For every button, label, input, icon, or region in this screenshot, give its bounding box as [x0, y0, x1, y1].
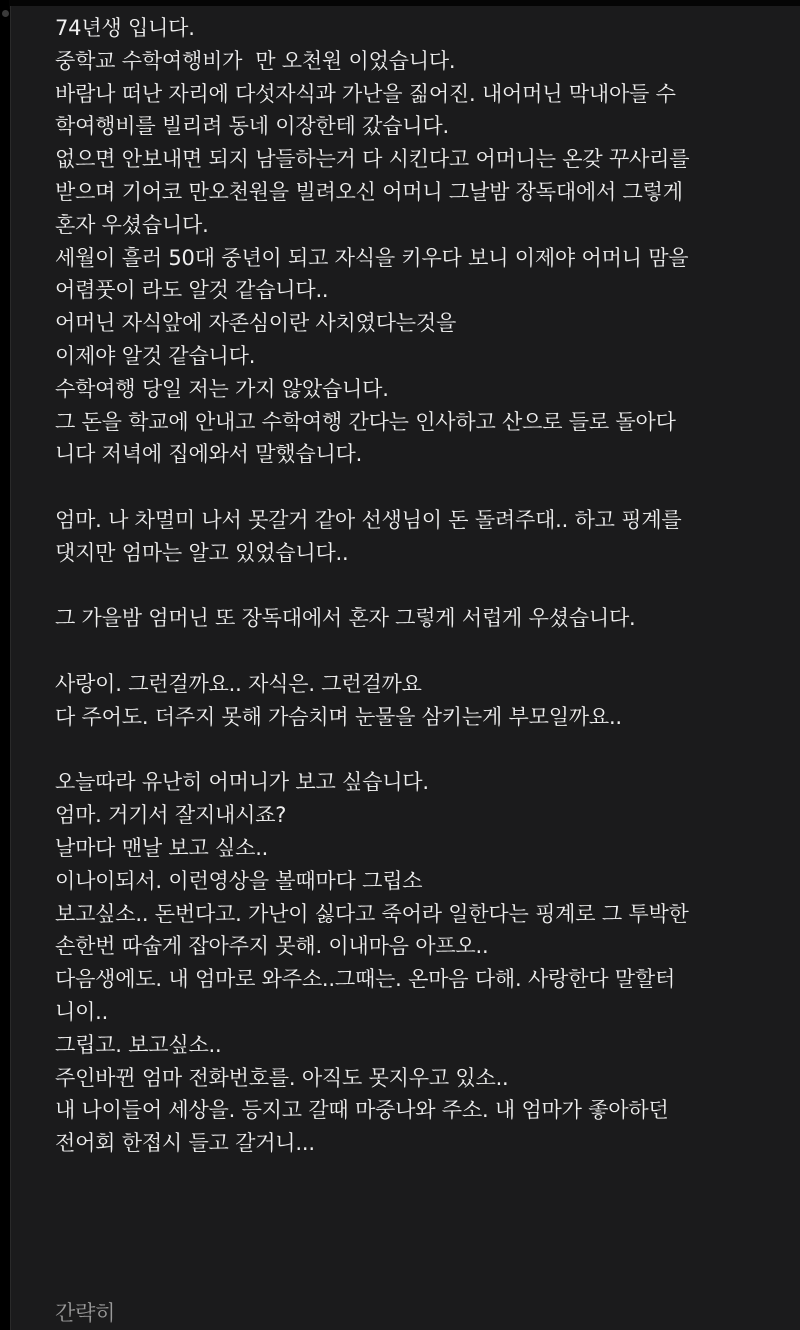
comment-line: 없으면 안보내면 되지 남들하는거 다 시킨다고 어머니는 온갖 꾸사리를 [55, 147, 690, 172]
comment-line: 전어회 한접시 들고 갈거니... [55, 1131, 315, 1156]
comment-line: 사랑이. 그런걸까요.. 자식은. 그런걸까요 [55, 671, 422, 696]
comment-line: 이나이되서. 이런영상을 볼때마다 그립소 [55, 868, 423, 893]
comment-line: 니이.. [55, 999, 109, 1024]
comment-line: 엄마. 나 차멀미 나서 못갈거 같아 선생님이 돈 돌려주대.. 하고 핑계를 [55, 507, 682, 532]
comment-line: 날마다 맨날 보고 싶소.. [55, 835, 269, 860]
comment-line: 다 주어도. 더주지 못해 가슴치며 눈물을 삼키는게 부모일까요.. [55, 704, 622, 729]
comment-line: 주인바뀐 엄마 전화번호를. 아직도 못지우고 있소.. [55, 1065, 509, 1090]
comment-line: 혼자 우셨습니다. [55, 212, 209, 237]
comment-line: 중학교 수학여행비가 만 오천원 이었습니다. [55, 48, 456, 73]
comment-line: 손한번 따숩게 잡아주지 못해. 이내마음 아프오.. [55, 934, 489, 959]
comment-line: 그 가을밤 엄머닌 또 장독대에서 혼자 그렇게 서럽게 우셨습니다. [55, 606, 636, 631]
comment-line: 다음생에도. 내 엄마로 와주소..그때는. 온마음 다해. 사랑한다 말할터 [55, 967, 676, 992]
comment-line: 이제야 알것 같습니다. [55, 343, 256, 368]
comment-line: 수학여행 당일 저는 가지 않았습니다. [55, 376, 389, 401]
comment-line: 학여행비를 빌리려 동네 이장한테 갔습니다. [55, 114, 449, 139]
comment-panel [10, 6, 800, 1330]
comment-line: 어렴풋이 라도 알것 같습니다.. [55, 278, 329, 303]
comment-line [55, 635, 791, 668]
collapse-button[interactable]: 간략히 [55, 1301, 116, 1325]
comment-line: 내 나이들어 세상을. 등지고 갈때 마중나와 주소. 내 엄마가 좋아하던 [55, 1098, 669, 1123]
comment-line: 보고싶소.. 돈번다고. 가난이 싫다고 죽어라 일한다는 핑계로 그 투박한 [55, 901, 689, 926]
comment-line [55, 734, 791, 767]
comment-line: 니다 저녁에 집에와서 말했습니다. [55, 442, 363, 467]
comment-line: 74년생 입니다. [55, 16, 195, 40]
left-gutter [0, 0, 9, 1330]
comment-line: 바람나 떠난 자리에 다섯자식과 가난을 짊어진. 내어머닌 막내아들 수 [55, 81, 676, 106]
comment-line [55, 471, 791, 504]
comment-line: 엄마. 거기서 잘지내시죠? [55, 803, 287, 828]
comment-line: 그립고. 보고싶소.. [55, 1032, 222, 1057]
comment-line: 댓지만 엄마는 알고 있었습니다.. [55, 540, 349, 565]
comment-line: 오늘따라 유난히 어머니가 보고 싶습니다. [55, 770, 429, 795]
comment-text [55, 12, 791, 1160]
avatar [2, 10, 9, 17]
comment-line: 받으며 기어코 만오천원을 빌려오신 어머니 그날밤 장독대에서 그렇게 [55, 179, 683, 204]
comment-line: 어머닌 자식앞에 자존심이란 사치였다는것을 [55, 311, 457, 336]
comment-line: 그 돈을 학교에 안내고 수학여행 간다는 인사하고 산으로 들로 돌아다 [55, 409, 676, 434]
comment-line [55, 570, 791, 603]
comment-line: 세월이 흘러 50대 중년이 되고 자식을 키우다 보니 이제야 어머니 맘을 [55, 245, 689, 270]
